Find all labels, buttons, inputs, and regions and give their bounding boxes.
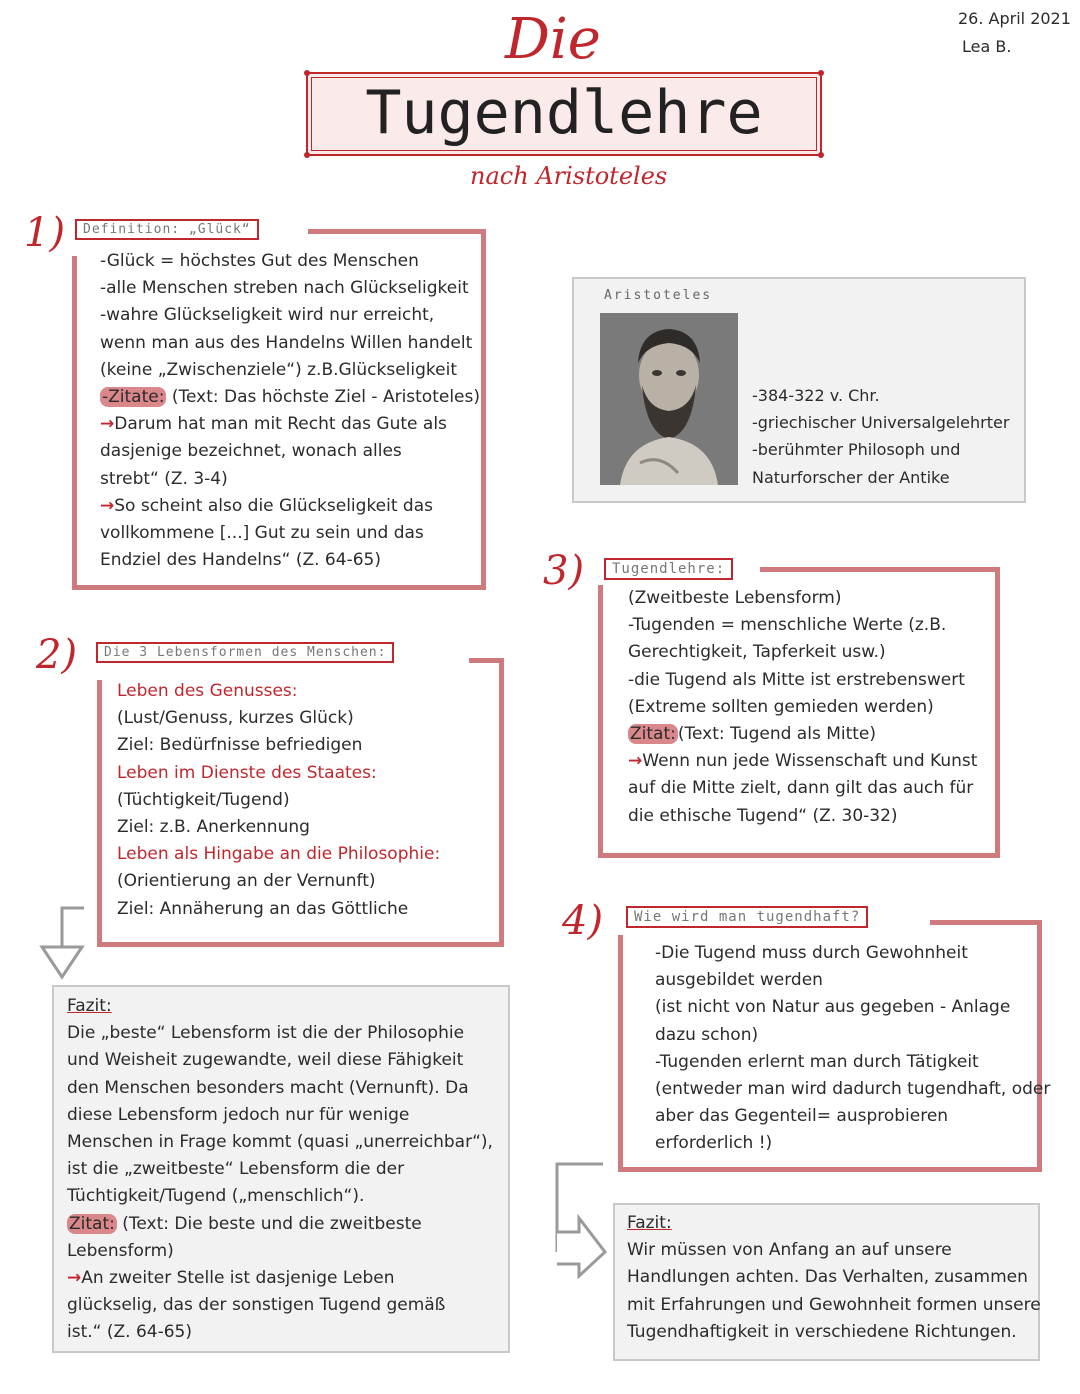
arrow-right-icon: → — [67, 1267, 82, 1288]
fazit2-box: Fazit: Wir müssen von Anfang an auf unsere Handlungen achten. Das Verhalten, zusammen mit Erfahrungen und Gewohnheit formen unsere Tugendhaftigkeit in verschiedene Richtungen. — [613, 1203, 1040, 1361]
section-number-1: 1) — [24, 210, 66, 256]
date: 26. April 2021 — [958, 9, 1071, 28]
fazit1-box: Fazit: Die „beste“ Lebensform ist die der Philosophie und Weisheit zugewandte, weil diese Fähigkeit den Menschen besonders macht (Vernunft). Da diese Lebensform jedoch nur für wenige Menschen in Frage kommt (quasi „unerreichbar“), ist die „zweitbeste“ Lebensform die der Tüchtigkeit/Tugend („menschlich“). Zitat: (Text: Die beste und die zweitbeste Lebensform) →An zweiter Stelle ist dasjenige Leben glückselig, das der sonstigen Tugend gemäß ist.“ (Z. 64-65) — [52, 985, 510, 1353]
section1-heading: Definition: „Glück“ — [75, 219, 259, 240]
zitat-highlight: Zitat: — [630, 723, 676, 744]
arrow-right-icon: → — [100, 495, 115, 516]
down-arrow-icon — [36, 905, 88, 983]
author: Lea B. — [962, 37, 1012, 56]
title-frame — [306, 72, 822, 156]
section-number-3: 3) — [543, 548, 585, 594]
arrow-right-icon: → — [100, 414, 115, 435]
aristoteles-box — [572, 277, 1026, 503]
fazit1-heading: Fazit: — [67, 996, 112, 1016]
section3-content: (Zweitbeste Lebensform) -Tugenden = menschliche Werte (z.B. Gerechtigkeit, Tapferkeit usw.) -die Tugend als Mitte ist erstrebenswert (Extreme sollten gemieden werden) Zitat: (Text: Tugend als Mitte) →Wenn nun jede Wissenschaft und Kunst auf die Mitte zielt, dann gilt das auch für die ethische Tugend“ (Z. 30-32) — [628, 588, 978, 826]
aristoteles-caption: Aristoteles — [604, 288, 713, 303]
section-number-4: 4) — [562, 898, 604, 944]
right-arrow-icon — [553, 1160, 611, 1282]
section3-heading: Tugendlehre: — [604, 558, 733, 580]
section-number-2: 2) — [36, 632, 78, 678]
section4-content: -Die Tugend muss durch Gewohnheit ausgebildet werden (ist nicht von Natur aus gegeben - Anlage dazu schon) -Tugenden erlernt man durch Tätigkeit (entweder man wird dadurch tugendhaft, oder aber das Gegenteil= ausprobieren erforderlich !) — [655, 943, 1051, 1154]
section2-content: Leben des Genusses: (Lust/Genuss, kurzes Glück) Ziel: Bedürfnisse befriedigen Leben im Dienste des Staates: (Tüchtigkeit/Tugend) Ziel: z.B. Anerkennung Leben als Hingabe an die Philosophie: (Orientierung an der Vernunft) Ziel: Annäherung an das Göttliche — [117, 681, 441, 919]
section4-heading: Wie wird man tugendhaft? — [626, 906, 868, 928]
subtitle: nach Aristoteles — [470, 162, 668, 190]
zitat-highlight: Zitat: — [69, 1213, 115, 1234]
page-title: Tugendlehre — [365, 78, 763, 148]
section1-content: -Glück = höchstes Gut des Menschen -alle Menschen streben nach Glückseligkeit -wahre Glückseligkeit wird nur erreicht, wenn man aus des Handelns Willen handelt (keine „Zwischenziele“) z.B.Glückseligkeit -Zitate: (Text: Das höchste Ziel - Aristoteles) →Darum hat man mit Recht das Gute als dasjenige bezeichnet, wonach alles strebt“ (Z. 3-4) →So scheint also die Glückseligkeit das vollkommene [...] Gut zu sein und das Endziel des Handelns“ (Z. 64-65) — [100, 251, 481, 571]
arrow-right-icon: → — [628, 751, 643, 772]
section2-heading: Die 3 Lebensformen des Menschen: — [96, 642, 394, 663]
zitat-highlight: -Zitate: — [102, 386, 165, 407]
fazit2-heading: Fazit: — [627, 1213, 672, 1233]
aristoteles-facts: -384-322 v. Chr. -griechischer Universalgelehrter -berühmter Philosoph und Naturforscher der Antike — [752, 386, 1010, 487]
title-top: Die — [505, 7, 601, 72]
aristoteles-portrait — [600, 313, 738, 485]
